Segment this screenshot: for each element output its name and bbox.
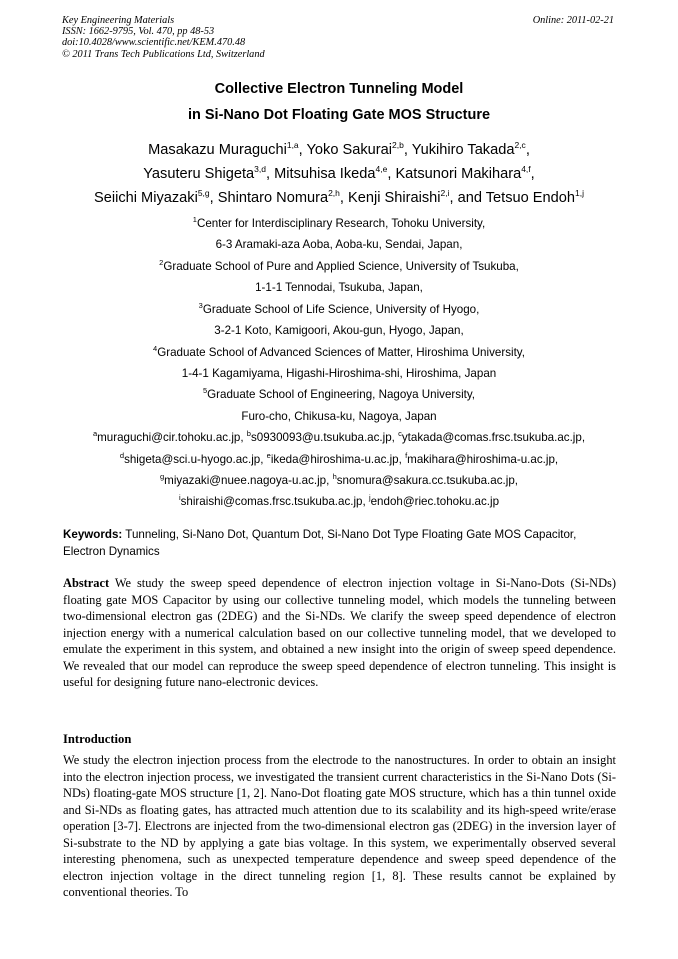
affiliation-line bbox=[0, 234, 678, 256]
author-name: Mitsuhisa Ikeda bbox=[274, 166, 376, 182]
email-line bbox=[0, 491, 678, 513]
affiliation-text: Furo-cho, Chikusa-ku, Nagoya, Japan bbox=[241, 410, 437, 423]
author-affiliation-mark: 2,b bbox=[392, 140, 404, 150]
author-name: Masakazu Muraguchi bbox=[148, 142, 287, 158]
author-affiliation-mark: 4,f bbox=[521, 164, 531, 174]
affiliation-text: Center for Interdisciplinary Research, Tohoku University, bbox=[196, 217, 486, 230]
affiliation-line bbox=[0, 299, 678, 321]
affiliation-mark: 4 bbox=[153, 344, 158, 353]
affiliation-line bbox=[0, 256, 678, 278]
running-header bbox=[62, 15, 614, 60]
email-address: s0930093@u.tsukuba.ac.jp, bbox=[250, 431, 399, 444]
author-separator: , bbox=[298, 142, 307, 158]
email-line bbox=[0, 427, 678, 449]
email-mark: b bbox=[246, 429, 251, 438]
affiliation-text: Graduate School of Life Science, University of Hyogo, bbox=[202, 303, 480, 316]
email-mark: e bbox=[266, 451, 271, 460]
email-address: miyazaki@nuee.nagoya-u.ac.jp, bbox=[164, 474, 333, 487]
author-affiliation-mark: 2,i bbox=[440, 188, 450, 198]
email-address: snomura@sakura.cc.tsukuba.ac.jp, bbox=[336, 474, 518, 487]
section-heading-introduction: Introduction bbox=[63, 732, 132, 746]
author-conjunction: and bbox=[457, 190, 486, 206]
abstract bbox=[63, 575, 616, 691]
author-name: Tetsuo Endoh bbox=[485, 190, 575, 206]
abstract-label: Abstract bbox=[63, 576, 110, 590]
email-address: ikeda@hiroshima-u.ac.jp, bbox=[270, 453, 406, 466]
author-affiliation-mark: 5,g bbox=[197, 188, 210, 198]
email-mark: g bbox=[160, 472, 165, 481]
author-separator: , bbox=[403, 142, 412, 158]
email-mark: h bbox=[332, 472, 337, 481]
email-address: shiraishi@comas.frsc.tsukuba.ac.jp, bbox=[180, 495, 369, 508]
author-separator: , bbox=[525, 142, 530, 158]
affiliation-line bbox=[0, 320, 678, 342]
affiliation-text: Graduate School of Advanced Sciences of Matter, Hiroshima University, bbox=[157, 346, 525, 359]
issn-line: ISSN: 1662-9795, Vol. 470, pp 48-53 bbox=[62, 26, 215, 38]
author-separator: , bbox=[266, 166, 275, 182]
email-mark: d bbox=[119, 451, 125, 460]
author-name: Kenji Shiraishi bbox=[348, 190, 441, 206]
email-mark: f bbox=[405, 451, 408, 460]
abstract-text: We study the sweep speed dependence of electron injection voltage in Si-Nano-Dots (Si-NDs) floating gate MOS Capacitor by using our collective tunneling model, which models the tunneling between two-dimensional electron gas (2DEG) and the Si-NDs. We clarify the sweep speed dependence of electron injection energy with a numerical calculation based on our collective tunneling model, that we developed to emulate the experiment in this system, and obtained a new insight into the origin of sweep speed dependence. We revealed that our model can reproduce the sweep speed dependence of electron tunneling. This insight is useful for designing future nano-electronic devices. bbox=[63, 576, 616, 690]
email-mark: j bbox=[368, 493, 371, 502]
affiliation-line bbox=[0, 277, 678, 299]
online-date: Online: 2011-02-21 bbox=[532, 15, 614, 26]
author-name: Yoko Sakurai bbox=[306, 142, 392, 158]
author-affiliation-mark: 1,a bbox=[286, 140, 299, 150]
affiliation-text: 1-1-1 Tennodai, Tsukuba, Japan, bbox=[255, 281, 423, 294]
introduction-paragraph: We study the electron injection process from the electrode to the nanostructures. In order to obtain an insight into the electron injection process, we investigated the transient current characteristics in the Si-Nano Dots (Si-NDs) floating-gate MOS structure [1, 2]. Nano-Dot floating gate MOS structure, which has a thin tunnel oxide and Si-NDs as floating gates, has attracted much attention due to its scalability and its high-speed write/erase operation [3-7]. Electrons are injected from the two-dimensional electron gas (2DEG) in the inversion layer of Si-substrate to the ND by applying a gate bias voltage. In this system, we experimentally observed several interesting phenomena, such as unexpected temperature dependence and sweep speed dependence of the electron injection voltage in the direct tunneling region [1, 8]. These results cannot be explained by conventional theories. To bbox=[63, 753, 616, 900]
email-mark: a bbox=[92, 429, 98, 438]
journal-name: Key Engineering Materials bbox=[62, 15, 175, 26]
author-affiliation-mark: 2,c bbox=[514, 140, 526, 150]
author-separator: , bbox=[449, 190, 458, 206]
author-name: Seiichi Miyazaki bbox=[94, 190, 198, 206]
copyright-line: © 2011 Trans Tech Publications Ltd, Switzerland bbox=[62, 48, 265, 60]
author-line-2 bbox=[0, 162, 678, 186]
affiliation-text: Graduate School of Pure and Applied Science, University of Tsukuba, bbox=[163, 260, 519, 273]
author-name: Shintaro Nomura bbox=[217, 190, 329, 206]
email-mark: i bbox=[178, 493, 181, 502]
email-address: shigeta@sci.u-hyogo.ac.jp, bbox=[124, 453, 267, 466]
author-affiliation-mark: 3,d bbox=[254, 164, 266, 174]
author-affiliation-mark: 1,j bbox=[575, 188, 584, 198]
author-name: Yukihiro Takada bbox=[411, 142, 515, 158]
author-separator: , bbox=[387, 166, 396, 182]
affiliation-text: 3-2-1 Koto, Kamigoori, Akou-gun, Hyogo, Japan, bbox=[214, 324, 464, 337]
affiliation-mark: 3 bbox=[198, 301, 203, 310]
paper-title-line-2: in Si-Nano Dot Floating Gate MOS Structure bbox=[187, 107, 491, 123]
author-name: Katsunori Makihara bbox=[395, 166, 522, 182]
author-line-3 bbox=[0, 186, 678, 210]
email-address: muraguchi@cir.tohoku.ac.jp, bbox=[97, 431, 247, 444]
affiliation-line bbox=[0, 406, 678, 428]
author-separator: , bbox=[339, 190, 349, 206]
author-separator: , bbox=[209, 190, 218, 206]
author-separator: , bbox=[530, 166, 535, 182]
author-affiliation-mark: 2,h bbox=[328, 188, 340, 198]
affiliation-line bbox=[0, 213, 678, 235]
email-line bbox=[0, 470, 678, 492]
keywords-label: Keywords: bbox=[63, 528, 123, 541]
author-line-1 bbox=[0, 138, 678, 162]
author-affiliation-mark: 4,e bbox=[375, 164, 388, 174]
affiliation-line bbox=[0, 384, 678, 406]
email-line bbox=[0, 449, 678, 471]
doi-line: doi:10.4028/www.scientific.net/KEM.470.48 bbox=[62, 37, 246, 49]
email-address: ytakada@comas.frsc.tsukuba.ac.jp, bbox=[401, 431, 586, 444]
paper-title-line-1: Collective Electron Tunneling Model bbox=[214, 81, 464, 97]
affiliation-text: Graduate School of Engineering, Nagoya University, bbox=[207, 388, 476, 401]
keywords bbox=[63, 527, 619, 560]
keywords-text: Tunneling, Si-Nano Dot, Quantum Dot, Si-Nano Dot Type Floating Gate MOS Capacitor, Electron Dynamics bbox=[63, 528, 577, 558]
email-address: makihara@hiroshima-u.ac.jp, bbox=[407, 453, 559, 466]
affiliation-text: 6-3 Aramaki-aza Aoba, Aoba-ku, Sendai, Japan, bbox=[215, 238, 463, 251]
author-name: Yasuteru Shigeta bbox=[143, 166, 255, 182]
affiliation-line bbox=[0, 363, 678, 385]
email-address: endoh@riec.tohoku.ac.jp bbox=[370, 495, 500, 508]
affiliation-mark: 1 bbox=[192, 215, 197, 224]
affiliation-mark: 5 bbox=[202, 386, 208, 395]
affiliation-line bbox=[0, 342, 678, 364]
affiliation-mark: 2 bbox=[159, 258, 164, 267]
affiliation-text: 1-4-1 Kagamiyama, Higashi-Hiroshima-shi, Hiroshima, Japan bbox=[181, 367, 497, 380]
email-mark: c bbox=[398, 429, 402, 438]
